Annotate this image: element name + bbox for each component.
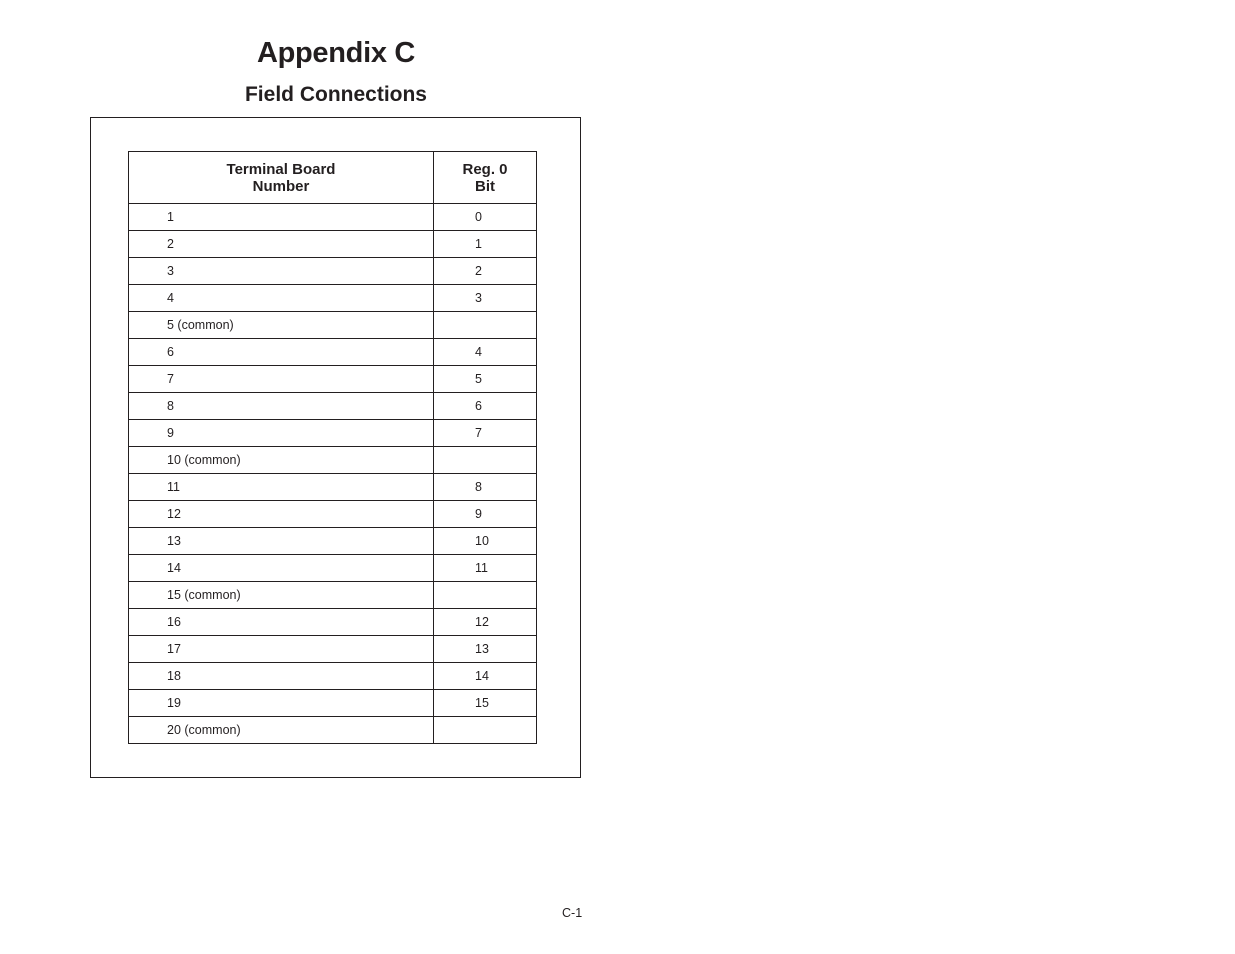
table-row [129, 420, 537, 447]
terminal-number-cell: 7 [129, 366, 434, 393]
table-row [129, 501, 537, 528]
table-row [129, 636, 537, 663]
table-row [129, 474, 537, 501]
table-row [129, 609, 537, 636]
register-bit-cell: 10 [434, 528, 537, 555]
register-bit-cell: 6 [434, 393, 537, 420]
column-header-bit [434, 152, 537, 204]
terminal-number-cell: 6 [129, 339, 434, 366]
register-bit-cell: 4 [434, 339, 537, 366]
table-row [129, 285, 537, 312]
register-bit-cell [434, 717, 537, 744]
table-row [129, 258, 537, 285]
register-bit-cell: 8 [434, 474, 537, 501]
terminal-number-cell: 5 (common) [129, 312, 434, 339]
register-bit-cell: 5 [434, 366, 537, 393]
table-row [129, 663, 537, 690]
register-bit-cell: 2 [434, 258, 537, 285]
register-bit-cell: 11 [434, 555, 537, 582]
table-row [129, 204, 537, 231]
column-header-terminal-line2: Number [252, 177, 310, 195]
table-row [129, 447, 537, 474]
table-row [129, 582, 537, 609]
terminal-number-cell: 16 [129, 609, 434, 636]
terminal-number-cell: 20 (common) [129, 717, 434, 744]
terminal-number-cell: 12 [129, 501, 434, 528]
register-bit-cell: 9 [434, 501, 537, 528]
terminal-number-cell: 17 [129, 636, 434, 663]
terminal-number-cell: 13 [129, 528, 434, 555]
register-bit-cell: 14 [434, 663, 537, 690]
table-frame [90, 117, 581, 778]
terminal-number-cell: 10 (common) [129, 447, 434, 474]
register-bit-cell: 1 [434, 231, 537, 258]
table-row [129, 717, 537, 744]
table-row [129, 393, 537, 420]
column-header-bit-line1: Reg. 0 [462, 160, 508, 178]
table-row [129, 339, 537, 366]
register-bit-cell [434, 447, 537, 474]
page-number: C-1 [562, 906, 583, 920]
terminal-number-cell: 18 [129, 663, 434, 690]
terminal-number-cell: 1 [129, 204, 434, 231]
table-row [129, 690, 537, 717]
register-bit-cell: 7 [434, 420, 537, 447]
terminal-number-cell: 3 [129, 258, 434, 285]
register-bit-cell: 15 [434, 690, 537, 717]
table-row [129, 528, 537, 555]
terminal-number-cell: 8 [129, 393, 434, 420]
column-header-terminal-line1: Terminal Board [226, 160, 336, 178]
field-connections-table [128, 151, 537, 744]
table-row [129, 231, 537, 258]
page-title: Appendix C [256, 37, 416, 69]
page-subtitle: Field Connections [244, 83, 427, 106]
terminal-number-cell: 15 (common) [129, 582, 434, 609]
column-header-terminal [129, 152, 434, 204]
register-bit-cell [434, 582, 537, 609]
terminal-number-cell: 11 [129, 474, 434, 501]
register-bit-cell: 12 [434, 609, 537, 636]
column-header-bit-line2: Bit [475, 177, 495, 195]
register-bit-cell: 3 [434, 285, 537, 312]
table-row [129, 312, 537, 339]
table-header-row [129, 152, 537, 204]
terminal-number-cell: 14 [129, 555, 434, 582]
terminal-number-cell: 19 [129, 690, 434, 717]
register-bit-cell: 0 [434, 204, 537, 231]
terminal-number-cell: 9 [129, 420, 434, 447]
register-bit-cell: 13 [434, 636, 537, 663]
table-body [129, 204, 537, 744]
register-bit-cell [434, 312, 537, 339]
table-row [129, 555, 537, 582]
terminal-number-cell: 4 [129, 285, 434, 312]
terminal-number-cell: 2 [129, 231, 434, 258]
table-row [129, 366, 537, 393]
